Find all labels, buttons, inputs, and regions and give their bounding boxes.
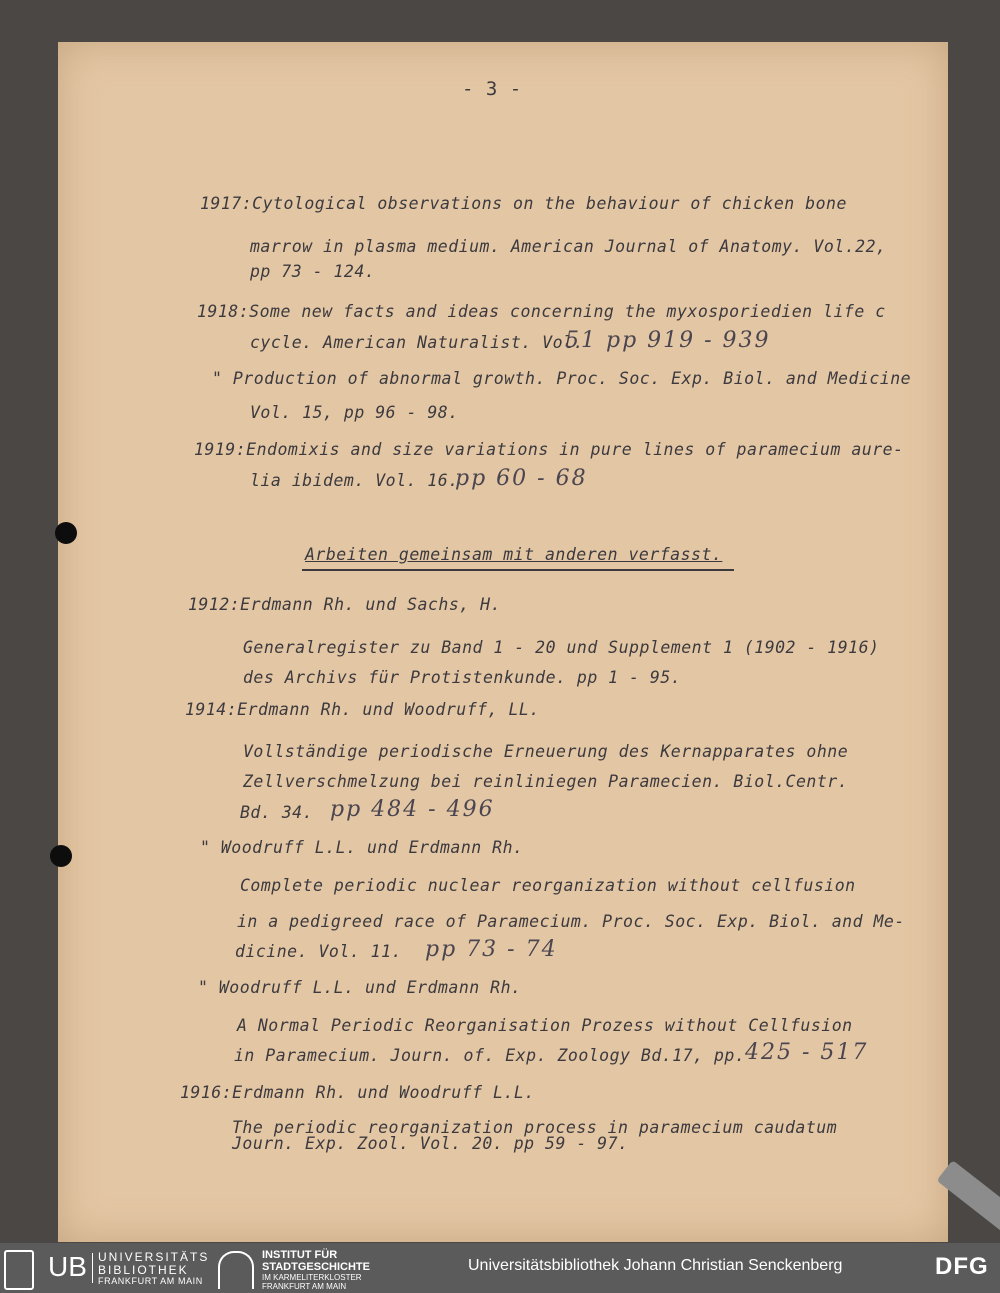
handwritten-note-h3: pp 484 - 496	[330, 797, 495, 822]
handwritten-note-h1: 51 pp 919 - 939	[565, 328, 771, 353]
punch-hole	[55, 522, 77, 544]
text-line-l26: Journ. Exp. Zool. Vol. 20. pp 59 - 97.	[232, 1134, 629, 1153]
text-line-l11: Generalregister zu Band 1 - 20 und Supplement 1 (1902 - 1916)	[243, 638, 880, 657]
text-line-l12: des Archivs für Protistenkunde. pp 1 - 95.	[243, 668, 682, 687]
text-line-l04: 1918:Some new facts and ideas concerning the myxosporiedien life c	[197, 302, 886, 321]
heading-underline	[302, 569, 734, 571]
text-line-l14: Vollständige periodische Erneuerung des Kernapparates ohne	[243, 742, 849, 761]
ub-name-line2: BIBLIOTHEK	[98, 1263, 189, 1277]
text-line-l17: " Woodruff L.L. und Erdmann Rh.	[200, 838, 524, 857]
text-line-l08: 1919:Endomixis and size variations in pure lines of paramecium aure-	[194, 440, 904, 459]
text-line-l06: " Production of abnormal growth. Proc. Soc. Exp. Biol. and Medicine	[212, 369, 912, 388]
ub-logo-divider	[92, 1253, 93, 1283]
ub-logo-icon	[4, 1250, 34, 1290]
isg-logo-icon	[218, 1251, 254, 1289]
library-name: Universitätsbibliothek Johann Christian Senckenberg	[468, 1257, 843, 1274]
text-line-l20: dicine. Vol. 11.	[235, 942, 402, 961]
text-line-l21: " Woodruff L.L. und Erdmann Rh.	[198, 978, 522, 997]
text-line-l19: in a pedigreed race of Paramecium. Proc. Soc. Exp. Biol. and Me-	[237, 912, 905, 931]
isg-name-line2: STADTGESCHICHTE	[262, 1261, 370, 1273]
handwritten-note-h4: pp 73 - 74	[425, 937, 558, 962]
handwritten-note-h5: 425 - 517	[745, 1040, 869, 1065]
isg-name-line1: INSTITUT FÜR	[262, 1249, 338, 1261]
text-line-l16: Bd. 34.	[240, 803, 314, 822]
footer-bar	[0, 1243, 1000, 1293]
section-heading: Arbeiten gemeinsam mit anderen verfasst.	[305, 545, 723, 564]
ub-name-line3: FRANKFURT AM MAIN	[98, 1276, 203, 1286]
text-line-l24: 1916:Erdmann Rh. und Woodruff L.L.	[180, 1083, 535, 1102]
text-line-l10: 1912:Erdmann Rh. und Sachs, H.	[188, 595, 502, 614]
ub-logo-letters: UB	[48, 1251, 87, 1282]
dfg-logo: DFG	[935, 1253, 989, 1280]
isg-name-line3: IM KARMELITERKLOSTER	[262, 1273, 362, 1282]
handwritten-note-h2: pp 60 - 68	[455, 466, 588, 491]
text-line-l22: A Normal Periodic Reorganisation Prozess without Cellfusion	[237, 1016, 853, 1035]
text-line-l09: lia ibidem. Vol. 16.	[250, 471, 459, 490]
text-line-l15: Zellverschmelzung bei reinliniegen Paramecien. Biol.Centr.	[243, 772, 849, 791]
text-line-l02: marrow in plasma medium. American Journal of Anatomy. Vol.22,	[250, 237, 887, 256]
text-line-l05: cycle. American Naturalist. Vol.	[250, 333, 584, 352]
text-line-l03: pp 73 - 124.	[250, 262, 376, 281]
page-number: - 3 -	[462, 78, 522, 100]
text-line-l25: The periodic reorganization process in paramecium caudatum	[232, 1118, 838, 1137]
text-line-l13: 1914:Erdmann Rh. und Woodruff, LL.	[185, 700, 540, 719]
punch-hole	[50, 845, 72, 867]
text-line-l07: Vol. 15, pp 96 - 98.	[250, 403, 459, 422]
ub-name-line1: UNIVERSITÄTS	[98, 1250, 210, 1264]
isg-name-line4: FRANKFURT AM MAIN	[262, 1282, 347, 1291]
text-line-l01: 1917:Cytological observations on the behaviour of chicken bone	[200, 194, 847, 213]
text-line-l23: in Paramecium. Journ. of. Exp. Zoology Bd.17, pp.	[234, 1046, 746, 1065]
text-line-l18: Complete periodic nuclear reorganization without cellfusion	[240, 876, 856, 895]
